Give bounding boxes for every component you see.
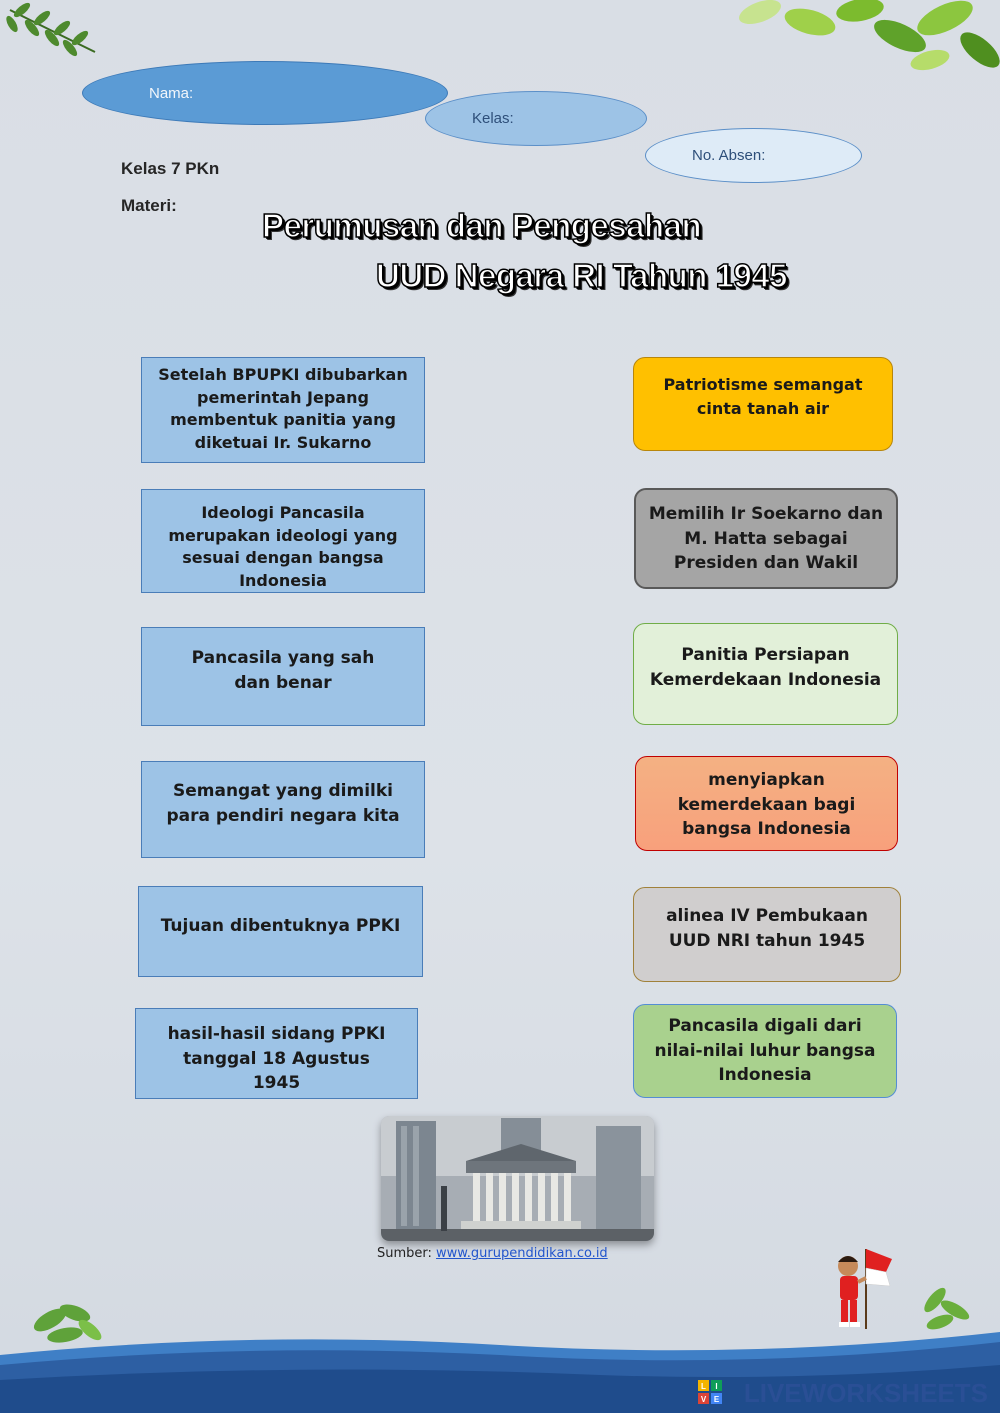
class-label: Kelas: (472, 110, 514, 127)
left-item-1[interactable]: Setelah BPUPKI dibubarkan pemerintah Jepang membentuk panitia yang diketuai Ir. Sukarno (141, 357, 425, 463)
right-item-5[interactable]: alinea IV Pembukaan UUD NRI tahun 1945 (633, 887, 901, 982)
name-field[interactable] (82, 61, 448, 125)
absence-number-label: No. Absen: (692, 147, 766, 164)
brand-watermark: LIVEWORKSHEETS (743, 1378, 988, 1408)
source-label: Sumber: (377, 1246, 432, 1261)
right-item-1[interactable]: Patriotisme semangat cinta tanah air (633, 357, 893, 451)
right-item-3[interactable]: Panitia Persiapan Kemerdekaan Indonesia (633, 623, 898, 725)
building-photo (381, 1116, 654, 1241)
right-item-6[interactable]: Pancasila digali dari nilai-nilai luhur bangsa Indonesia (633, 1004, 897, 1098)
right-item-4[interactable]: menyiapkan kemerdekaan bagi bangsa Indonesia (635, 756, 898, 851)
class-field[interactable] (425, 91, 647, 146)
page-title-line-1: Perumusan dan Pengesahan (262, 207, 702, 244)
source-link[interactable]: www.gurupendidikan.co.id (436, 1246, 608, 1261)
left-item-5[interactable]: Tujuan dibentuknya PPKI (138, 886, 423, 977)
left-item-2[interactable]: Ideologi Pancasila merupakan ideologi yang sesuai dengan bangsa Indonesia (141, 489, 425, 593)
source-caption (377, 1246, 608, 1261)
materi-label: Materi: (121, 196, 177, 215)
left-item-3[interactable]: Pancasila yang sah dan benar (141, 627, 425, 726)
svg-text:I: I (715, 1382, 718, 1391)
svg-text:L: L (701, 1382, 706, 1391)
svg-text:V: V (700, 1395, 707, 1404)
leaf-decoration-top-left (0, 0, 110, 70)
leaf-decoration-top-right (700, 0, 1000, 80)
absence-number-field[interactable] (645, 128, 862, 183)
svg-text:E: E (713, 1395, 720, 1404)
class-info: Kelas 7 PKn (121, 159, 220, 178)
left-item-6[interactable]: hasil-hasil sidang PPKI tanggal 18 Agustus 1945 (135, 1008, 418, 1099)
right-item-2[interactable]: Memilih Ir Soekarno dan M. Hatta sebagai Presiden dan Wakil (634, 488, 898, 589)
left-item-4[interactable]: Semangat yang dimilki para pendiri negara kita (141, 761, 425, 858)
page-title-line-2: UUD Negara RI Tahun 1945 (376, 257, 788, 294)
liveworksheets-logo-icon (698, 1380, 722, 1404)
name-label: Nama: (149, 84, 194, 102)
